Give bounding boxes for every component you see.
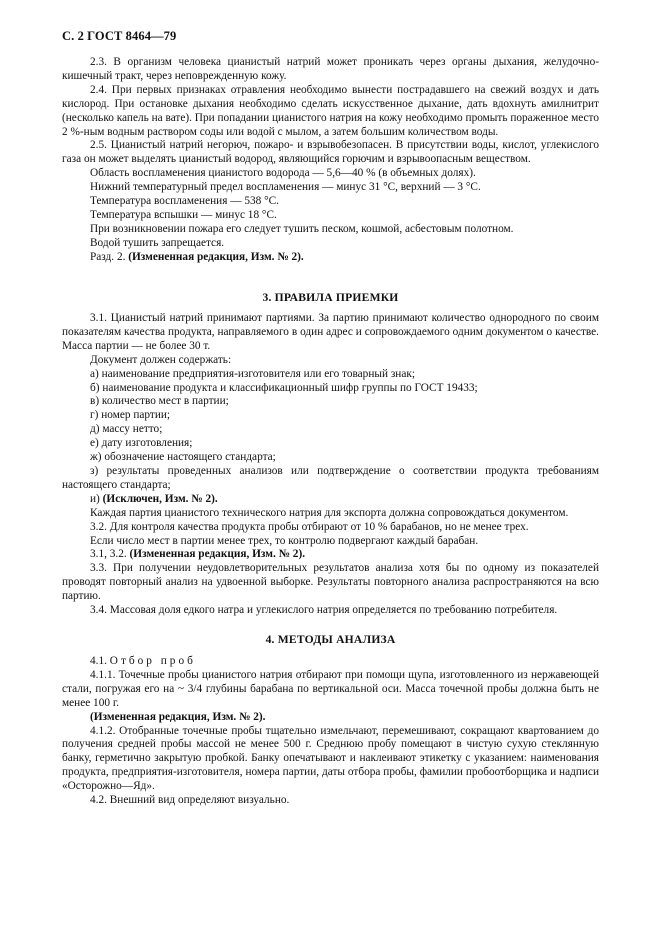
- paragraph-3-3: 3.3. При получении неудовлетворительных результатов анализа хотя бы по одному из показателей проводят повторный анализ на удвоенной выборке. Результаты повторного анализа распространяются на всю партию.: [62, 562, 599, 603]
- list-item: а) наименование предприятия-изготовителя или его товарный знак;: [90, 367, 415, 380]
- list-item: в) количество мест в партии;: [90, 395, 229, 408]
- list-item: г) номер партии;: [90, 409, 171, 422]
- list-item: е) дату изготовления;: [90, 437, 193, 450]
- temperature-limit-line: Нижний температурный предел воспламенения — минус 31 °С, верхний — 3 °С.: [90, 181, 481, 194]
- paragraph-4-1-1: 4.1.1. Точечные пробы цианистого натрия отбирают при помощи щупа, изготовленного из нержавеющей стали, погружая его на ~ 3/4 глубины барабана по вертикальной оси. Масса точечной пробы должна быть не менее 100 г.: [62, 668, 599, 709]
- flash-temperature-line: Температура вспышки — минус 18 °С.: [90, 208, 277, 221]
- section-3-body: [62, 312, 599, 618]
- subsection-4-1-heading: [62, 655, 599, 669]
- paragraph-3-4: 3.4. Массовая доля едкого натра и углекислого натрия определяется по требованию потребителя.: [90, 604, 558, 617]
- paragraph-3-1: 3.1. Цианистый натрий принимают партиями. За партию принимают количество однородного по своим показателям качества продукта, направляемого в один адрес и сопровождаемого одним документом о качестве. Масса партии — не более 30 т.: [62, 312, 599, 352]
- amendment-note: (Измененная редакция, Изм. № 2).: [90, 710, 266, 723]
- page-header: С. 2 ГОСТ 8464—79: [62, 29, 177, 43]
- section-4-body: [62, 655, 599, 808]
- excluded-note: (Исключен, Изм. № 2).: [102, 492, 218, 505]
- subsection-title: Отбор проб: [109, 655, 196, 667]
- fire-extinguish-line: При возникновении пожара его следует тушить песком, кошмой, асбестовым полотном.: [90, 222, 514, 235]
- section-4-title: 4. МЕТОДЫ АНАЛИЗА: [265, 633, 396, 646]
- ignition-area-line: Область воспламенения цианистого водорода — 5,6—40 % (в объемных долях).: [90, 167, 476, 180]
- document-contents-intro: Документ должен содержать:: [90, 353, 232, 366]
- list-item-letter: и): [90, 492, 103, 505]
- export-paragraph: Каждая партия цианистого технического натрия для экспорта должна сопровождаться документом.: [90, 506, 569, 519]
- amendment-note: (Измененная редакция, Изм. № 2).: [128, 250, 304, 263]
- water-prohibited-line: Водой тушить запрещается.: [90, 236, 225, 249]
- section-3-title: 3. ПРАВИЛА ПРИЕМКИ: [262, 291, 399, 304]
- section-4-amendment: [62, 711, 599, 725]
- paragraph-2-3: 2.3. В организм человека цианистый натрий может проникать через органы дыхания, желудочно-кишечный тракт, через неповрежденную кожу.: [62, 56, 599, 82]
- amendment-note: (Измененная редакция, Изм. № 2).: [129, 548, 306, 561]
- amendment-prefix: Разд. 2.: [90, 250, 129, 263]
- section-2-continuation: [62, 56, 599, 265]
- section-3-amendment: [62, 548, 599, 562]
- subsection-number: 4.1.: [90, 655, 110, 667]
- ignition-temperature-line: Температура воспламенения — 538 °С.: [90, 195, 279, 208]
- list-item: д) массу нетто;: [90, 423, 163, 436]
- amendment-prefix: 3.1, 3.2.: [90, 548, 130, 561]
- paragraph-3-2-continued: Если число мест в партии менее трех, то контролю подвергают каждый барабан.: [90, 534, 479, 547]
- paragraph-2-5: 2.5. Цианистый натрий негорюч, пожаро- и взрывобезопасен. В присутствии воды, кислот, углекислого газа он может выделять цианистый водород, являющийся горючим и взрывоопасным веществом.: [62, 139, 599, 166]
- paragraph-2-4: 2.4. При первых признаках отравления необходимо вынести пострадавшего на свежий воздух и дать кислород. При остановке дыхания необходимо сделать искусственное дыхание, дать вдохнуть амилнитрит (несколько капель на вате). При попадании цианистого натрия на кожу необходимо промыть пораженное место 2 %-ным водным раствором соды или водой с мылом, а затем большим количеством воды.: [62, 83, 599, 138]
- list-item: б) наименование продукта и классификационный шифр группы по ГОСТ 19433;: [90, 381, 478, 394]
- section-2-amendment: [62, 251, 599, 265]
- paragraph-4-1-2: 4.1.2. Отобранные точечные пробы тщательно измельчают, перемешивают, сокращают квартованием до получения средней пробы массой не менее 500 г. Среднюю пробу помещают в чистую сухую стеклянную банку, герметично закрытую пробкой. Банку опечатывают и наклеивают этикетку с указанием: наименования продукта, предприятия-изготовителя, номера партии, даты отбора пробы, фамилии пробоотборщика и надписи «Осторожно—Яд».: [62, 724, 599, 793]
- list-item: ж) обозначение настоящего стандарта;: [90, 451, 276, 464]
- paragraph-4-2: 4.2. Внешний вид определяют визуально.: [90, 794, 290, 807]
- list-item-excluded: [62, 493, 599, 507]
- paragraph-3-2: 3.2. Для контроля качества продукта пробы отбирают от 10 % барабанов, но не менее трех.: [90, 520, 529, 533]
- list-item: з) результаты проведенных анализов или подтверждение о соответствии продукта требованиям настоящего стандарта;: [62, 464, 599, 491]
